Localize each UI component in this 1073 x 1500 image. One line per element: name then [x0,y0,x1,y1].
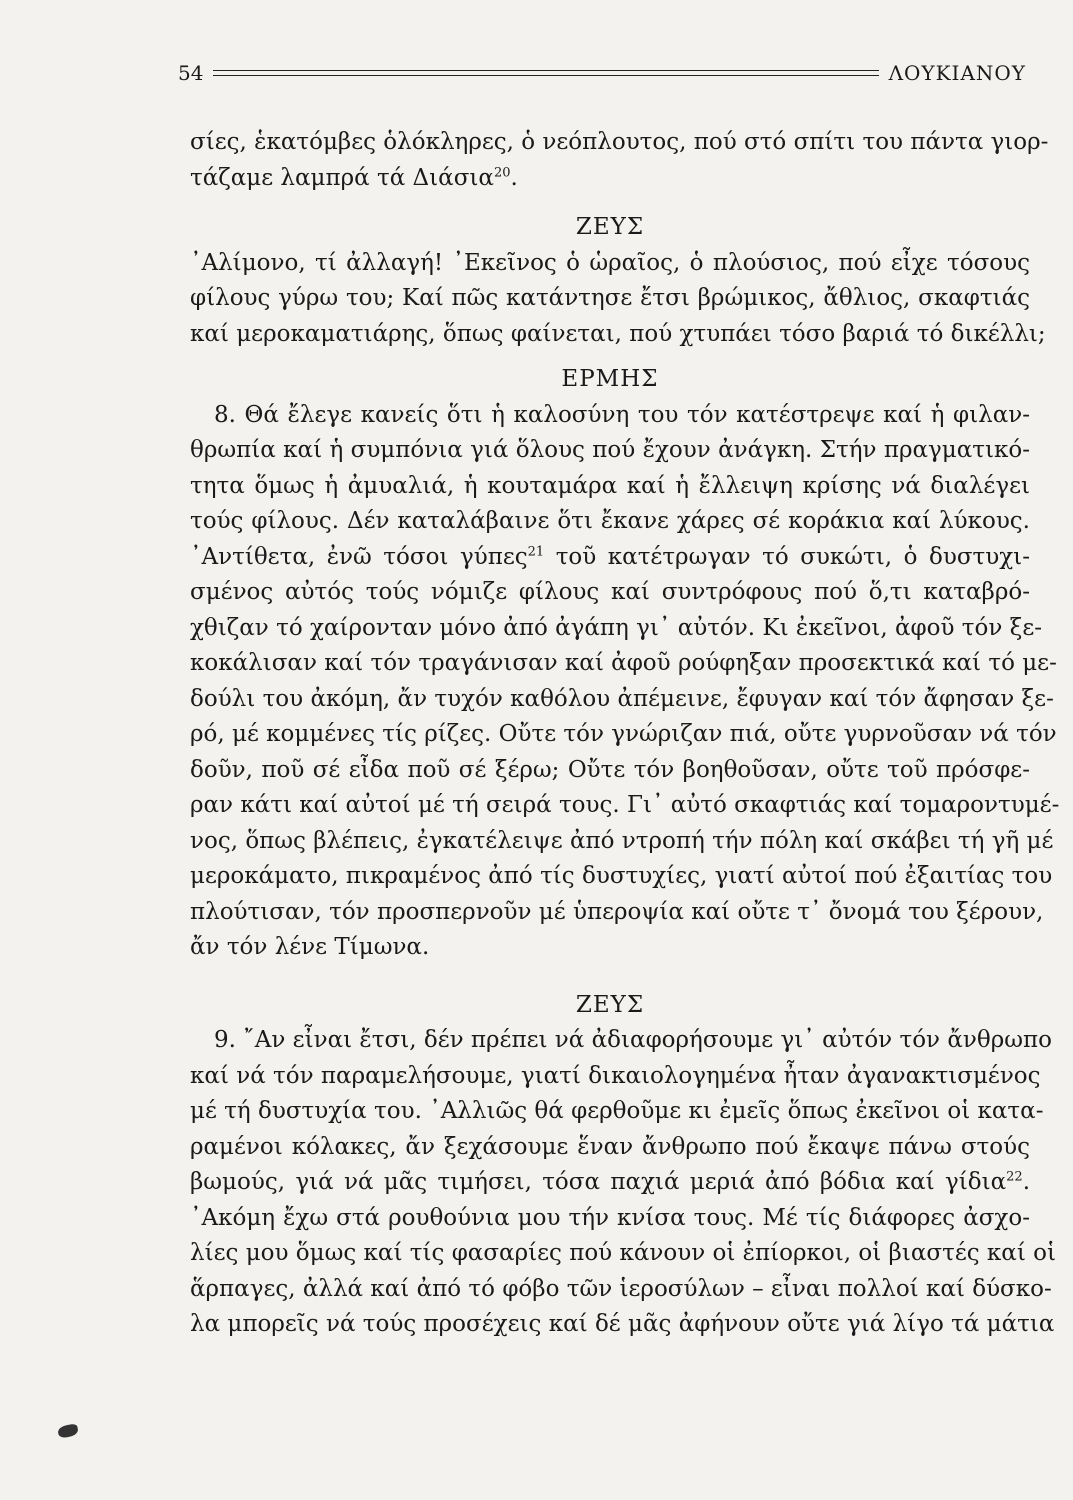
text-line: σίες, ἑκατόμβες ὁλόκληρες, ὁ νεόπλουτος, πού στό σπίτι του πάντα γιορ- [190,129,1049,155]
header-rule [213,70,878,76]
footnote-ref: 22 [1006,1169,1023,1185]
text-line: λα μπορεῖς νά τούς προσέχεις καί δέ μᾶς ἀφήνουν οὔτε γιά λίγο τά μάτια [190,1311,1055,1337]
text-line: ᾿Αλίμονο, τί ἀλλαγή! ᾿Εκεῖνος ὁ ὡραῖος, ὁ πλούσιος, πού εἶχε τόσους [190,249,1030,276]
text-line: ᾿Αντίθετα, ἐνῶ τόσοι γύπες$^{21}$ τοῦ κατέτρωγαν τό συκώτι, ὁ δυστυχι- [190,543,1030,570]
text-line: φίλους γύρω του; Καί πῶς κατάντησε ἔτσι βρώμικος, ἄθλιος, σκαφτιάς [190,285,1030,311]
text-line: νος, ὅπως βλέπεις, ἐγκατέλειψε ἀπό ντροπή τήν πόλη καί σκάβει τή γῆ μέ [190,827,1054,854]
text-line: ραν κάτι καί αὐτοί μέ τή σειρά τους. Γι᾿ αὐτό σκαφτιάς καί τομαροντυμέ- [190,792,1060,818]
text-line: ἅρπαγες, ἀλλά καί ἀπό τό φόβο τῶν ἱεροσύλων – εἶναι πολλοί καί δύσκο- [190,1275,1052,1302]
speaker-heading: ΕΡΜΗΣ [561,366,659,392]
running-header [178,58,1026,88]
text-line: τητα ὅμως ἡ ἀμυαλιά, ἡ κουταμάρα καί ἡ ἔλλειψη κρίσης νά διαλέγει [190,472,1030,499]
text-line: μέ τή δυστυχία του. ᾿Αλλιῶς θά φερθοῦμε κι ἐμεῖς ὅπως ἐκεῖνοι οἱ κατα- [190,1098,1044,1124]
text-line: τάζαμε λαμπρά τά Διάσια$^{20}$. [190,164,518,191]
ink-blot [57,1423,79,1438]
page-body [190,125,1060,1343]
footnote-ref: 20 [493,164,511,180]
text-line: βωμούς, γιά νά μᾶς τιμήσει, τόσα παχιά μεριά ἀπό βόδια καί γίδια$^{22}$. [190,1169,1030,1195]
running-head-title: ΛΟΥΚΙΑΝΟΥ [888,61,1026,85]
text-line: 8. Θά ἔλεγε κανείς ὅτι ἡ καλοσύνη του τόν κατέστρεψε καί ἡ φιλαν- [214,401,1030,428]
text-line: λίες μου ὅμως καί τίς φασαρίες πού κάνουν οἱ ἐπίορκοι, οἱ βιαστές καί οἱ [190,1240,1057,1266]
text-line: χθιζαν τό χαίρονταν μόνο ἀπό ἀγάπη γι᾿ αὐτόν. Κι ἐκεῖνοι, ἀφοῦ τόν ξε- [190,614,1043,641]
speaker-heading: ΖΕΥΣ [575,991,645,1018]
text-line: δοῦν, ποῦ σέ εἶδα ποῦ σέ ξέρω; Οὔτε τόν βοηθοῦσαν, οὔτε τοῦ πρόσφε- [190,756,1030,783]
text-line: θρωπία καί ἡ συμπόνια γιά ὅλους πού ἔχουν ἀνάγκη. Στήν πραγματικό- [190,437,1030,463]
footnote-ref: 21 [527,543,545,559]
text-line: πλούτισαν, τόν προσπερνοῦν μέ ὑπεροψία καί οὔτε τ᾿ ὄνομά του ξέρουν, [190,898,1044,925]
speaker-heading: ΖΕΥΣ [575,214,645,240]
text-line: 9. ῎Αν εἶναι ἔτσι, δέν πρέπει νά ἀδιαφορήσουμε γι᾿ αὐτόν τόν ἄνθρωπο [214,1027,1052,1053]
text-line: δούλι του ἀκόμη, ἄν τυχόν καθόλου ἀπέμεινε, ἔφυγαν καί τόν ἄφησαν ξε- [190,685,1054,712]
text-line: καί μεροκαματιάρης, ὅπως φαίνεται, πού χτυπάει τόσο βαριά τό δικέλλι; [190,320,1046,347]
text-line: κοκάλισαν καί τόν τραγάνισαν καί ἀφοῦ ρούφηξαν προσεκτικά καί τό με- [190,650,1057,676]
text-line: ραμένοι κόλακες, ἄν ξεχάσουμε ἕναν ἄνθρωπο πού ἔκαψε πάνω στούς [190,1133,1030,1160]
text-line: ἄν τόν λένε Τίμωνα. [190,934,430,960]
text-line: μεροκάματο, πικραμένος ἀπό τίς δυστυχίες, γιατί αὐτοί πού ἐξαιτίας του [190,863,1053,889]
page-number: 54 [178,61,204,85]
text-line: ρό, μέ κομμένες τίς ρίζες. Οὔτε τόν γνώριζαν πιά, οὔτε γυρνοῦσαν νά τόν [190,721,1057,747]
text-line: τούς φίλους. Δέν καταλάβαινε ὅτι ἔκανε χάρες σέ κοράκια καί λύκους. [190,508,1030,534]
text-line: σμένος αὐτός τούς νόμιζε φίλους καί συντρόφους πού ὅ,τι καταβρό- [190,579,1030,605]
text-line: ᾿Ακόμη ἔχω στά ρουθούνια μου τήν κνίσα τους. Μέ τίς διάφορες ἀσχο- [190,1204,1030,1231]
text-line: καί νά τόν παραμελήσουμε, γιατί δικαιολογημένα ἦταν ἀγανακτισμένος [190,1062,1041,1089]
